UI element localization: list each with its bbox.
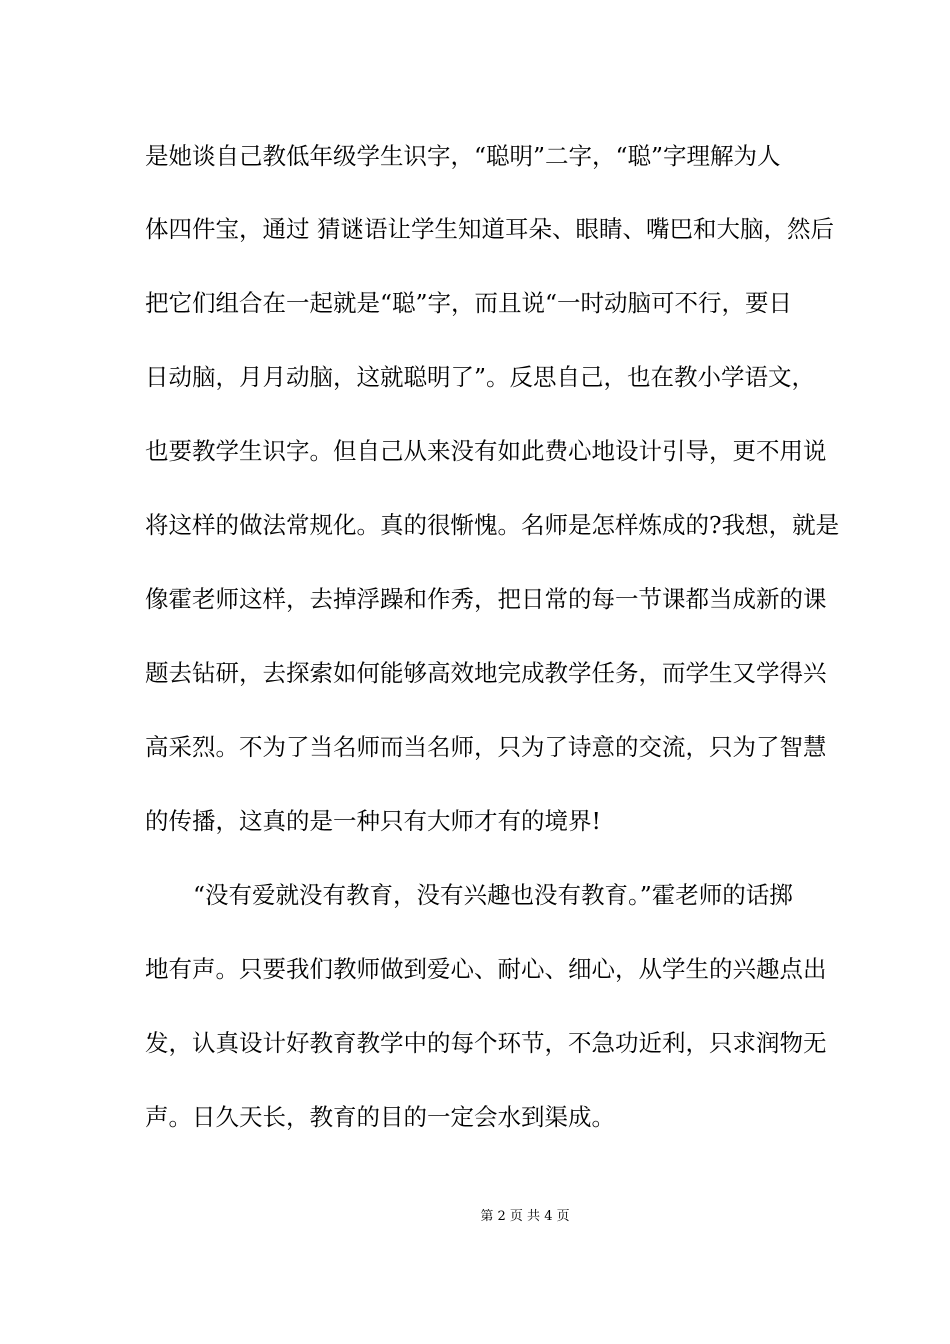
text-line-10: 的传播，这真的是一种只有大师才有的境界! bbox=[145, 807, 601, 835]
text-line-1: 是她谈自己教低年级学生识字，“聪明”二字，“聪”字理解为人 bbox=[145, 142, 781, 170]
text-line-11: “没有爱就没有教育，没有兴趣也没有教育。”霍老师的话掷 bbox=[193, 881, 793, 909]
text-line-9: 高采烈。不为了当名师而当名师，只为了诗意的交流，只为了智慧 bbox=[145, 733, 827, 761]
text-line-3: 把它们组合在一起就是“聪”字，而且说“一时动脑可不行，要日 bbox=[145, 289, 793, 317]
text-line-8: 题去钻研，去探索如何能够高效地完成教学任务，而学生又学得兴 bbox=[145, 659, 827, 687]
text-line-14: 声。日久天长，教育的目的一定会水到渠成。 bbox=[145, 1103, 615, 1131]
text-line-4: 日动脑，月月动脑，这就聪明了”。反思自己，也在教小学语文， bbox=[145, 363, 816, 391]
text-line-6: 将这样的做法常规化。真的很惭愧。名师是怎样炼成的?我想，就是 bbox=[145, 511, 840, 539]
text-line-12: 地有声。只要我们教师做到爱心、耐心、细心，从学生的兴趣点出 bbox=[145, 955, 827, 983]
page-number-footer: 第 2 页 共 4 页 bbox=[480, 1209, 570, 1224]
text-line-13: 发，认真设计好教育教学中的每个环节，不急功近利，只求润物无 bbox=[145, 1029, 827, 1057]
text-line-7: 像霍老师这样，去掉浮躁和作秀，把日常的每一节课都当成新的课 bbox=[145, 585, 827, 613]
text-line-2: 体四件宝，通过 猜谜语让学生知道耳朵、眼睛、嘴巴和大脑，然后 bbox=[145, 215, 834, 243]
text-line-5: 也要教学生识字。但自己从来没有如此费心地设计引导，更不用说 bbox=[145, 437, 827, 465]
